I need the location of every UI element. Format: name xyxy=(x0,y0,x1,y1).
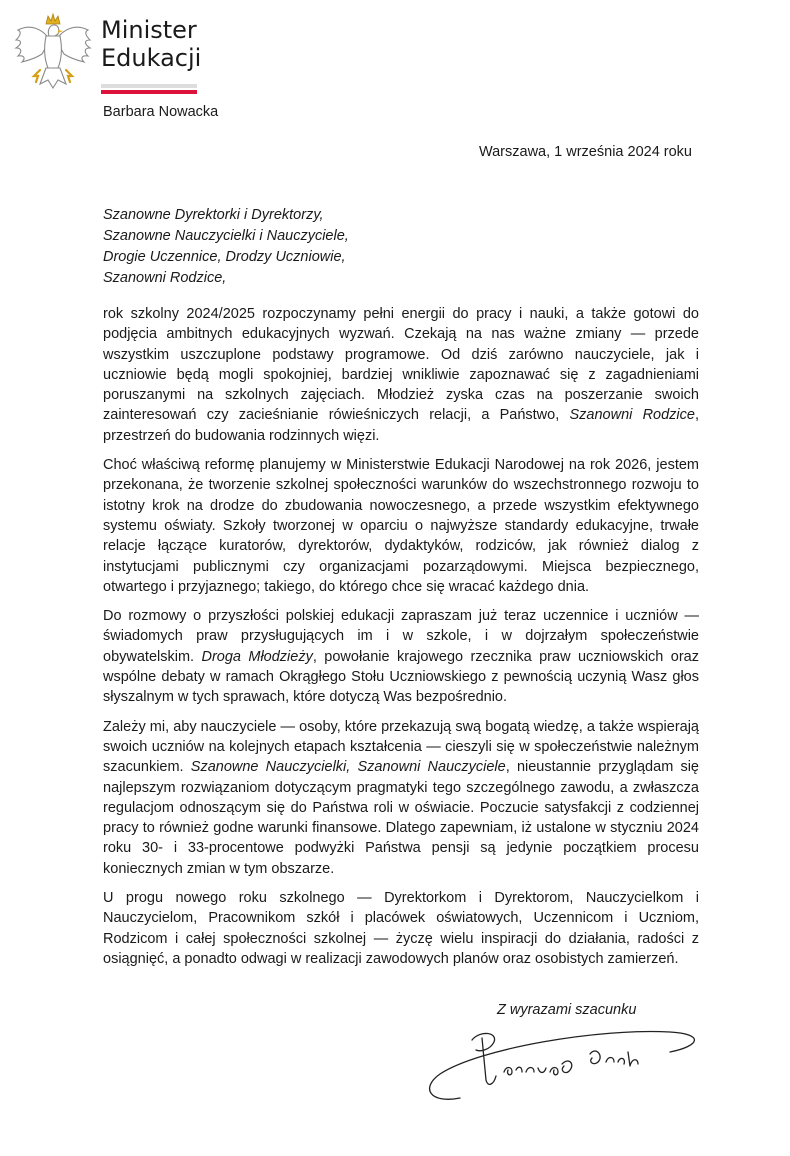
salutation-line: Szanowne Dyrektorki i Dyrektorzy, xyxy=(103,207,324,223)
handwritten-signature-icon xyxy=(420,1018,710,1108)
minister-name: Barbara Nowacka xyxy=(103,104,219,120)
paragraph-3 xyxy=(103,606,699,707)
flag-bar-white xyxy=(101,84,197,88)
closing-line: Z wyrazami szacunku xyxy=(497,1002,637,1018)
paragraph-text: , przestrzeń do budowania rodzinnych więzi. xyxy=(103,407,699,444)
paragraph-text: rok szkolny 2024/2025 rozpoczynamy pełni energii do pracy i nauki, a także gotowi do podjęcia ambitnych edukacyjnych wyzwań. Czekają na nas ważne zmiany — przede wszystkim uszczuplone podstawy programowe. Od dziś zarówno nauczyciele, jak i uczniowie będą mogli spokojniej, bardziej wnikliwie zapoznawać się z zagadnieniami poruszanymi na szkolnych zajęciach. Młodzież zyska czas na poszerzanie swoich zainteresowań czy zacieśnianie rówieśniczych relacji, a Państwo, xyxy=(103,306,699,424)
salutation xyxy=(103,205,349,289)
salutation-line: Szanowne Nauczycielki i Nauczyciele, xyxy=(103,228,349,244)
paragraph-emphasis: Droga Młodzieży xyxy=(201,648,313,665)
white-eagle-emblem-icon xyxy=(12,10,94,94)
ministry-line-2: Edukacji xyxy=(101,44,202,72)
paragraph-text: , powołanie krajowego rzecznika praw uczniowskich oraz wspólne debaty w ramach Okrągłego Stołu Uczniowskiego z pewnością uczynią Wasz głos słyszalnym w tych sprawach, które dotyczą Was bezpośrednio. xyxy=(103,648,699,706)
paragraph-2: Choć właściwą reformę planujemy w Ministerstwie Edukacji Narodowej na rok 2026, jestem przekonana, że tworzenie szkolnej społeczności warunków do wszechstronnego rozwoju to istotny krok na drodze do zbudowania nowoczesnego, a przede wszystkim efektywnego systemu oświaty. Szkoły tworzonej w oparciu o najwyższe standardy edukacyjne, trwałe relacje łączące kuratorów, dyrektorów, dydaktyków, rodziców, jak również dialog z instytucjami publicznymi czy organizacjami pozarządowymi. Miejsca bezpiecznego, otwartego i przyjaznego; takiego, do którego chce się wracać każdego dnia. xyxy=(103,457,699,595)
date-line: Warszawa, 1 września 2024 roku xyxy=(478,144,692,160)
paragraph-text: Do rozmowy o przyszłości polskiej edukacji zapraszam już teraz uczennice i uczniów — świadomych praw przysługujących im i w szkole, i w dojrzałym społeczeństwie obywatelskim. xyxy=(103,608,699,665)
paragraph-emphasis: Szanowni Rodzice xyxy=(569,407,695,424)
paragraph-1 xyxy=(103,304,699,446)
paragraph-text: , nieustannie przyglądam się najlepszym rozwiązaniom dotyczącym pragmatyki tego szczególnego zawodu, a zwłaszcza regulacjom odnoszącym się do Państwa roli w oświacie. Poczucie satysfakcji z codziennej pracy to również godne warunki finansowe. Dlatego zapewniam, iż ustalone w styczniu 2024 roku 30- i 33-procentowe podwyżki Państwa pensji są jedynie początkiem procesu koniecznych zmian w tym obszarze. xyxy=(103,759,699,877)
flag-bar-red xyxy=(101,90,197,94)
paragraph-4 xyxy=(103,717,699,879)
paragraph-emphasis: Szanowne Nauczycielki, Szanowni Nauczyciele xyxy=(190,759,506,776)
ministry-title xyxy=(101,16,201,72)
paragraph-text: Zależy mi, aby nauczyciele — osoby, które przekazują swą bogatą wiedzę, a także wspierają swoich uczniów na kolejnych etapach kształcenia — cieszyli się w społeczeństwie należnym szacunkiem. xyxy=(103,718,699,776)
flag-bar xyxy=(101,84,197,94)
salutation-line: Szanowni Rodzice, xyxy=(103,270,227,286)
paragraph-5: U progu nowego roku szkolnego — Dyrektorkom i Dyrektorom, Nauczycielkom i Nauczycielom, Pracownikom szkół i placówek oświatowych, Uczennicom i Uczniom, Rodzicom i całej społeczności szkolnej — życzę wielu inspiracji do działania, radości z osiągnięć, a ponadto odwagi w realizacji zawodowych planów oraz osobistych zamierzeń. xyxy=(103,890,699,967)
ministry-line-1: Minister xyxy=(101,16,197,44)
letter-body xyxy=(103,304,699,978)
salutation-line: Drogie Uczennice, Drodzy Uczniowie, xyxy=(103,249,346,265)
